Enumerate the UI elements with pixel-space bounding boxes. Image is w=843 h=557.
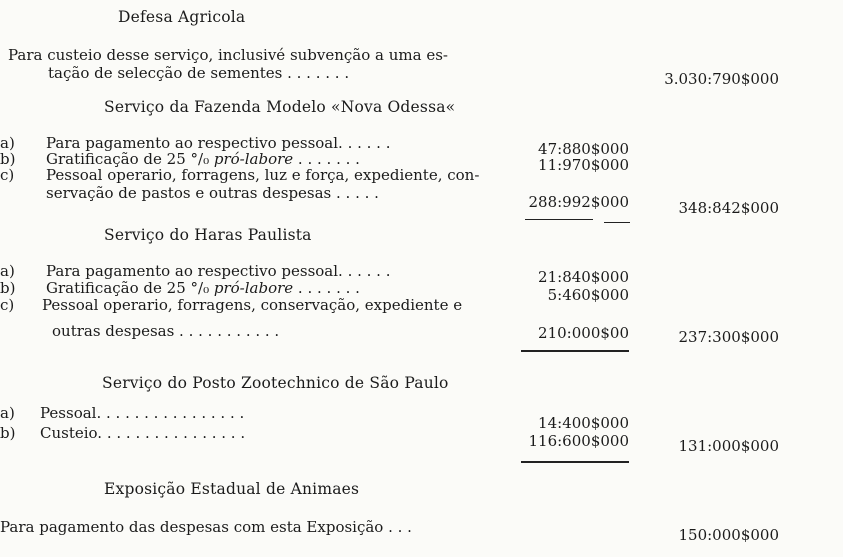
posto-subtotal-rule	[521, 461, 629, 463]
haras-item-c-text-2: outras despesas . . . . . . . . . . .	[52, 322, 280, 340]
haras-item-b-marker: b)	[0, 279, 16, 297]
defesa-total-amount: 3.030:790$000	[664, 70, 779, 88]
posto-item-b-amount: 116:600$000	[528, 432, 629, 450]
fazenda-item-b-marker: b)	[0, 150, 16, 168]
haras-subtotal-rule	[521, 350, 629, 352]
posto-item-a-text: Pessoal. . . . . . . . . . . . . . . .	[40, 404, 245, 422]
fazenda-subtotal-rule	[525, 219, 593, 220]
fazenda-item-b-prefix: Gratificação de 25 °/₀	[46, 150, 214, 168]
fazenda-item-b-amount: 11:970$000	[538, 156, 629, 174]
fazenda-item-c-text-2: servação de pastos e outras despesas . . . . .	[46, 184, 379, 202]
haras-item-c-marker: c)	[0, 296, 15, 314]
fazenda-item-c-amount: 288:992$000	[528, 193, 629, 211]
haras-item-a-text: Para pagamento ao respectivo pessoal. . . . . .	[46, 262, 391, 280]
haras-item-b-text	[46, 279, 360, 297]
defesa-text-line-2: tação de selecção de sementes . . . . . . .	[48, 64, 350, 82]
fazenda-item-a-marker: a)	[0, 134, 15, 152]
posto-total-amount: 131:000$000	[678, 437, 779, 455]
fazenda-item-b-suffix: . . . . . . .	[293, 150, 360, 168]
fazenda-item-b-italic: pró-labore	[213, 150, 294, 168]
section-heading-haras-paulista: Serviço do Haras Paulista	[104, 226, 312, 244]
defesa-text-line-1: Para custeio desse serviço, inclusivé subvenção a uma es-	[8, 46, 449, 64]
haras-item-b-suffix: . . . . . . .	[293, 279, 360, 297]
exposicao-text-line: Para pagamento das despesas com esta Exposição . . .	[0, 518, 412, 536]
haras-item-a-amount: 21:840$000	[538, 268, 629, 286]
posto-item-a-marker: a)	[0, 404, 15, 422]
haras-item-c-text: Pessoal operario, forragens, conservação, expediente e	[42, 296, 463, 314]
fazenda-total-amount: 348:842$000	[678, 199, 779, 217]
exposicao-total-amount: 150:000$000	[678, 526, 779, 544]
posto-item-b-text: Custeio. . . . . . . . . . . . . . . .	[40, 424, 246, 442]
haras-item-b-prefix: Gratificação de 25 °/₀	[46, 279, 214, 297]
haras-item-b-amount: 5:460$000	[547, 286, 629, 304]
haras-item-a-marker: a)	[0, 262, 15, 280]
fazenda-item-c-marker: c)	[0, 166, 15, 184]
fazenda-subtotal-rule-tail	[604, 222, 630, 223]
haras-item-c-amount: 210:000$00	[538, 324, 629, 342]
haras-total-amount: 237:300$000	[678, 328, 779, 346]
fazenda-item-a-amount: 47:880$000	[538, 140, 629, 158]
section-heading-posto-zootechnico: Serviço do Posto Zootechnico de São Paulo	[102, 374, 449, 392]
haras-item-b-italic: pró-labore	[213, 279, 294, 297]
fazenda-item-a-text: Para pagamento ao respectivo pessoal. . . . . .	[46, 134, 391, 152]
section-heading-fazenda-modelo: Serviço da Fazenda Modelo «Nova Odessa«	[104, 98, 456, 116]
section-heading-exposicao-estadual: Exposição Estadual de Animaes	[104, 480, 360, 498]
posto-item-b-marker: b)	[0, 424, 16, 442]
fazenda-item-c-text: Pessoal operario, forragens, luz e força, expediente, con-	[46, 166, 480, 184]
section-heading-defesa-agricola: Defesa Agricola	[118, 8, 246, 26]
posto-item-a-amount: 14:400$000	[538, 414, 629, 432]
